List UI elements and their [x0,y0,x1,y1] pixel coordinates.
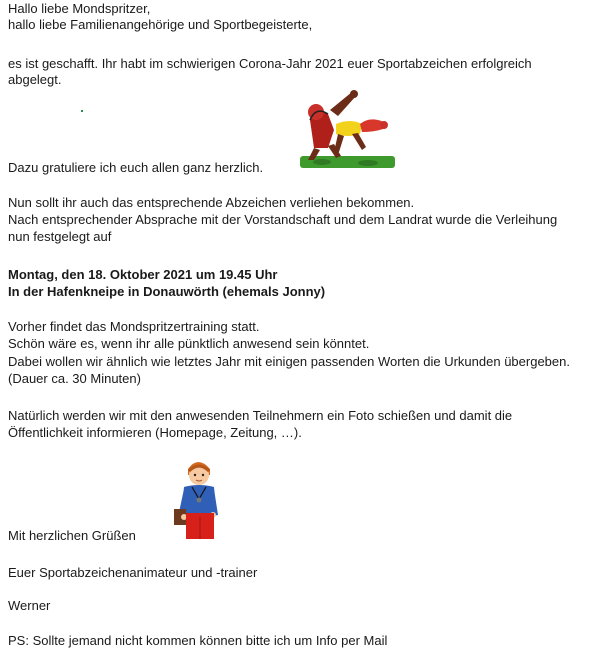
greeting-line-2: hallo liebe Familienangehörige und Sportbegeisterte, [8,17,313,32]
coach-icon [174,455,222,543]
coach-clipart [174,455,222,543]
paragraph-4-line-2: Öffentlichkeit informieren (Homepage, Zeitung, …). [8,425,302,440]
paragraph-1-line-1: es ist geschafft. Ihr habt im schwierigen Corona-Jahr 2021 euer Sportabzeichen erfolgreich [8,56,532,71]
signature-title: Euer Sportabzeichenanimateur und -trainer [8,565,258,580]
paragraph-2-line-1: Nun sollt ihr auch das entsprechende Abzeichen verliehen bekommen. [8,195,415,210]
postscript: PS: Sollte jemand nicht kommen können bitte ich um Info per Mail [8,633,388,648]
paragraph-4-line-1: Natürlich werden wir mit den anwesenden Teilnehmern ein Foto schießen und damit die [8,408,513,423]
paragraph-3-line-4: (Dauer ca. 30 Minuten) [8,371,141,386]
congratulations-line: Dazu gratuliere ich euch allen ganz herzlich. [8,160,264,175]
paragraph-2-line-2: Nach entsprechender Absprache mit der Vorstandschaft und dem Landrat wurde die Verleihung [8,212,558,227]
runners-clipart [300,90,395,175]
paragraph-3-line-2: Schön wäre es, wenn ihr alle pünktlich anwesend sein könntet. [8,336,370,351]
greeting-line-1: Hallo liebe Mondspritzer, [8,1,151,16]
event-location: In der Hafenkneipe in Donauwörth (ehemals Jonny) [8,284,326,299]
speck [81,110,83,112]
paragraph-3-line-3: Dabei wollen wir ähnlich wie letztes Jahr mit einigen passenden Worten die Urkunden übergeben. [8,354,570,369]
closing-line: Mit herzlichen Grüßen [8,528,136,543]
paragraph-3-line-1: Vorher findet das Mondspritzertraining statt. [8,319,260,334]
signature-name: Werner [8,598,51,613]
paragraph-1-line-2: abgelegt. [8,72,62,87]
runners-icon [300,90,395,175]
paragraph-2-line-3: nun festgelegt auf [8,229,112,244]
event-date: Montag, den 18. Oktober 2021 um 19.45 Uhr [8,267,278,282]
